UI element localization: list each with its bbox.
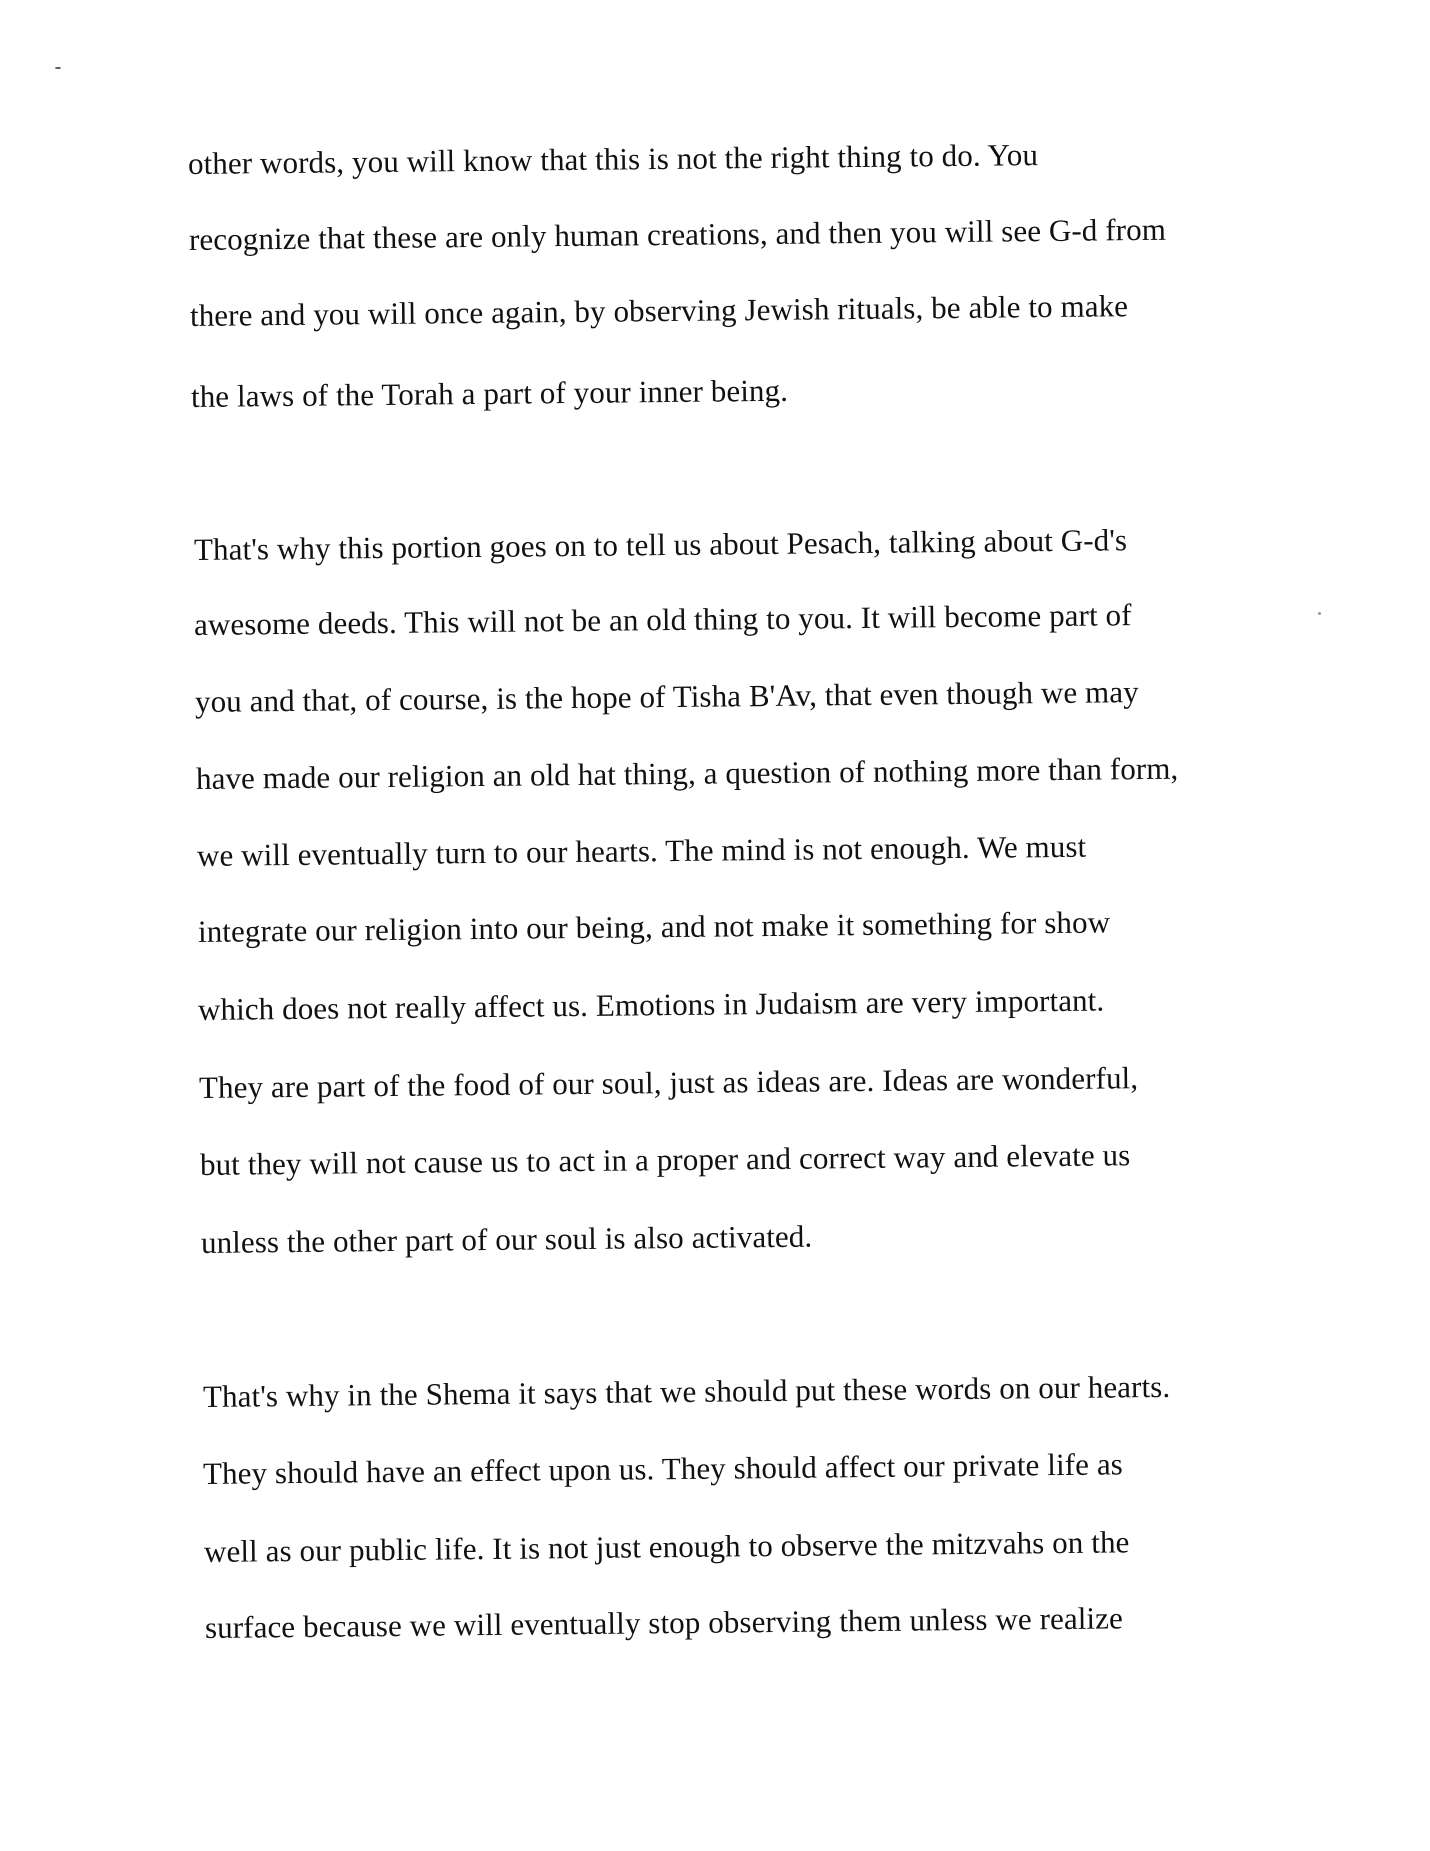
text-line: integrate our religion into our being, and not make it something for show: [197, 904, 1111, 949]
text-line: we will eventually turn to our hearts. The mind is not enough. We must: [196, 828, 1087, 873]
text-line: there and you will once again, by observing Jewish rituals, be able to make: [189, 288, 1129, 333]
text-line: have made our religion an old hat thing, a question of nothing more than form,: [195, 750, 1179, 796]
scan-speck: [1318, 612, 1321, 615]
text-line: That's why in the Shema it says that we should put these words on our hearts.: [202, 1368, 1171, 1414]
text-line: awesome deeds. This will not be an old thing to you. It will become part of: [193, 597, 1132, 642]
text-line: They should have an effect upon us. They should affect our private life as: [202, 1446, 1124, 1491]
text-line: well as our public life. It is not just enough to observe the mitzvahs on the: [203, 1524, 1130, 1569]
text-line: They are part of the food of our soul, just as ideas are. Ideas are wonderful,: [198, 1060, 1139, 1105]
text-line: which does not really affect us. Emotions in Judaism are very important.: [197, 982, 1105, 1027]
text-line: other words, you will know that this is not the right thing to do. You: [187, 137, 1039, 181]
text-line: you and that, of course, is the hope of Tisha B'Av, that even though we may: [194, 674, 1139, 719]
text-line: unless the other part of our soul is also activated.: [200, 1218, 813, 1260]
text-line: but they will not cause us to act in a proper and correct way and elevate us: [199, 1137, 1131, 1182]
text-line: That's why this portion goes on to tell us about Pesach, talking about G-d's: [193, 522, 1128, 567]
text-line: the laws of the Torah a part of your inner being.: [190, 372, 789, 414]
text-line: surface because we will eventually stop observing them unless we realize: [204, 1600, 1124, 1645]
scan-speck: [55, 67, 61, 69]
text-line: recognize that these are only human creations, and then you will see G-d from: [188, 211, 1167, 257]
